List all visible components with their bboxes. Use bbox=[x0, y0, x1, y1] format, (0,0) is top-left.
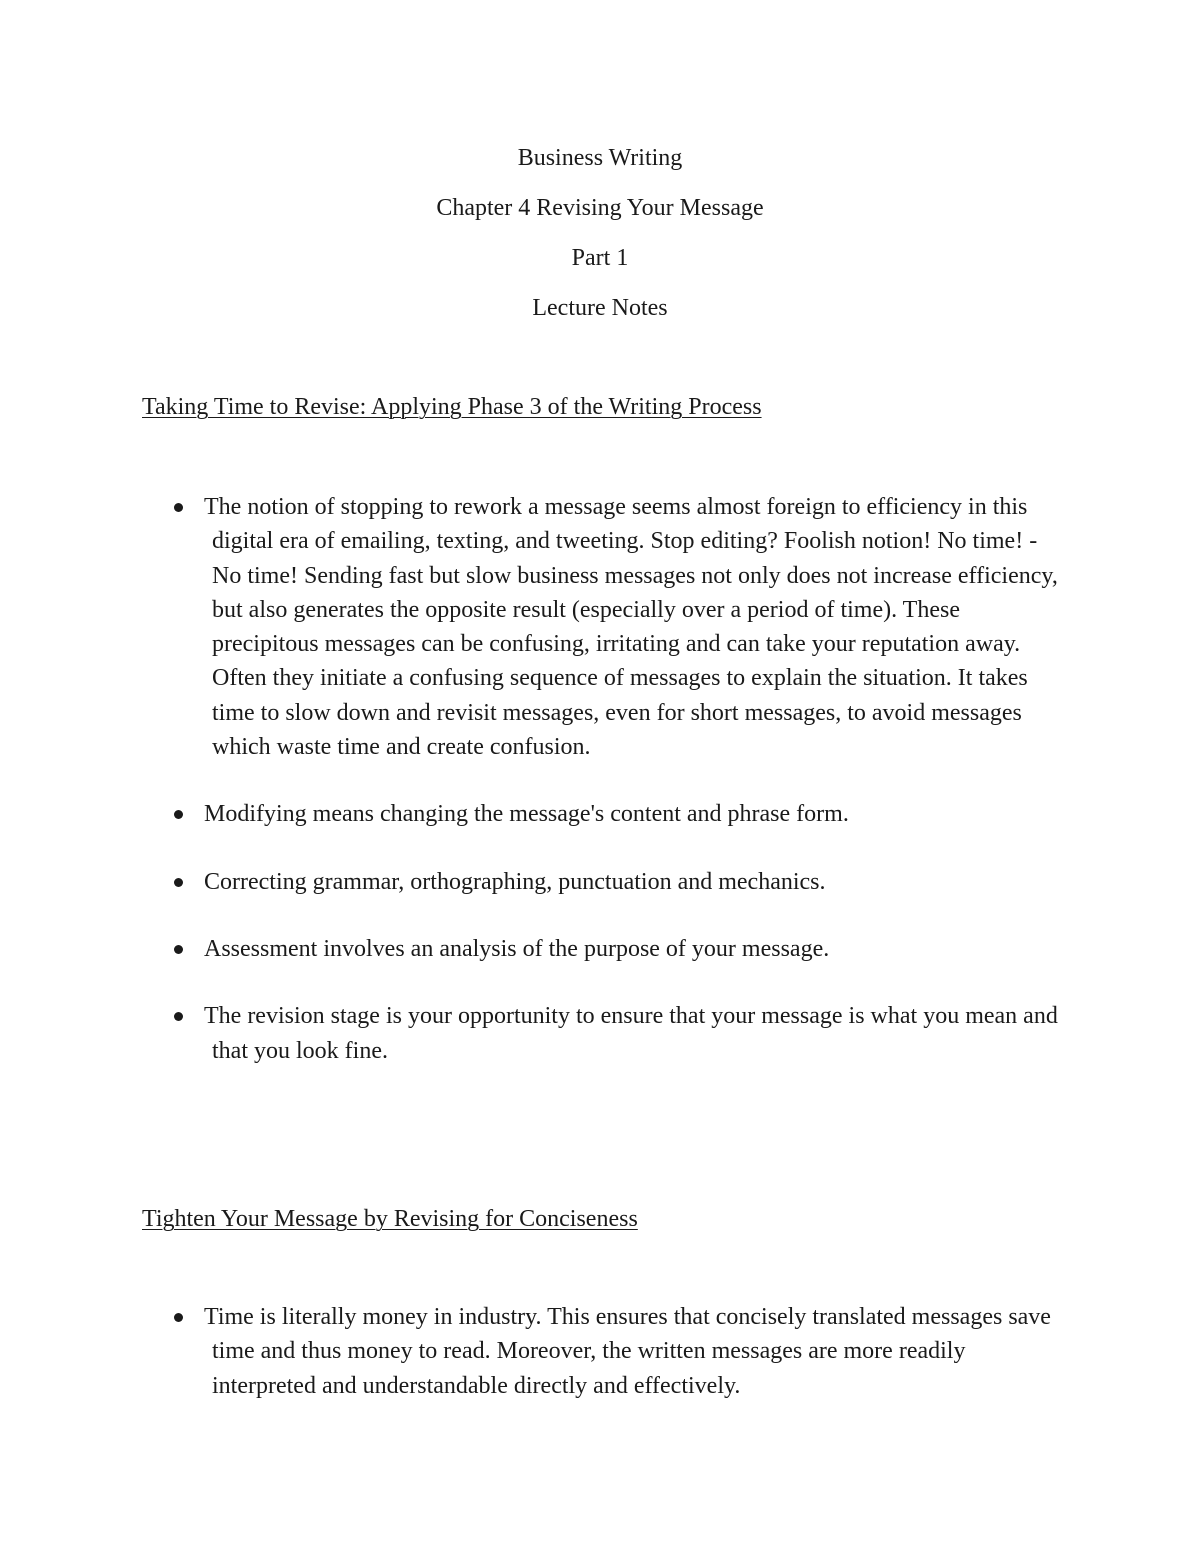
lecture-notes-label: Lecture Notes bbox=[532, 295, 668, 321]
list-item bbox=[170, 999, 1068, 1068]
list-item bbox=[170, 797, 1068, 831]
title-block bbox=[0, 141, 1200, 341]
list-item-text: Time is literally money in industry. This ensures that concisely translated messages save time and thus money to read. Moreover, the written messages are more readily interpreted and understandable directly and effectively. bbox=[204, 1304, 1051, 1399]
list-item-text: Modifying means changing the message's content and phrase form. bbox=[204, 801, 849, 828]
list-item-text: Correcting grammar, orthographing, punctuation and mechanics. bbox=[204, 868, 826, 895]
section-heading-taking-time: Taking Time to Revise: Applying Phase 3 of the Writing Process bbox=[142, 394, 762, 420]
course-title: Business Writing bbox=[517, 145, 683, 171]
list-item bbox=[170, 865, 1068, 899]
chapter-title: Chapter 4 Revising Your Message bbox=[436, 195, 764, 221]
part-label: Part 1 bbox=[571, 245, 629, 271]
bullet-icon bbox=[174, 503, 183, 512]
list-item bbox=[170, 1300, 1068, 1403]
bullet-icon bbox=[174, 1012, 183, 1021]
bullet-icon bbox=[174, 878, 183, 887]
list-item-text: Assessment involves an analysis of the purpose of your message. bbox=[204, 935, 830, 962]
bullet-icon bbox=[174, 945, 183, 954]
list-item bbox=[170, 490, 1068, 764]
bullet-list-revise bbox=[170, 490, 1068, 1101]
list-item-text: The revision stage is your opportunity to ensure that your message is what you mean and that you look fine. bbox=[204, 1003, 1058, 1064]
bullet-icon bbox=[174, 1313, 183, 1322]
bullet-list-conciseness bbox=[170, 1300, 1068, 1436]
list-item bbox=[170, 932, 1068, 966]
section-heading-tighten: Tighten Your Message by Revising for Conciseness bbox=[142, 1206, 638, 1232]
bullet-icon bbox=[174, 810, 183, 819]
list-item-text: The notion of stopping to rework a message seems almost foreign to efficiency in this digital era of emailing, texting, and tweeting. Stop editing? Foolish notion! No time! - No time! Sending fast but slow business messages not only does not increase efficiency, but also generates the opposite result (especially over a period of time). These precipitous messages can be confusing, irritating and can take your reputation away. Often they initiate a confusing sequence of messages to explain the situation. It takes time to slow down and revisit messages, even for short messages, to avoid messages which waste time and create confusion. bbox=[204, 494, 1058, 761]
